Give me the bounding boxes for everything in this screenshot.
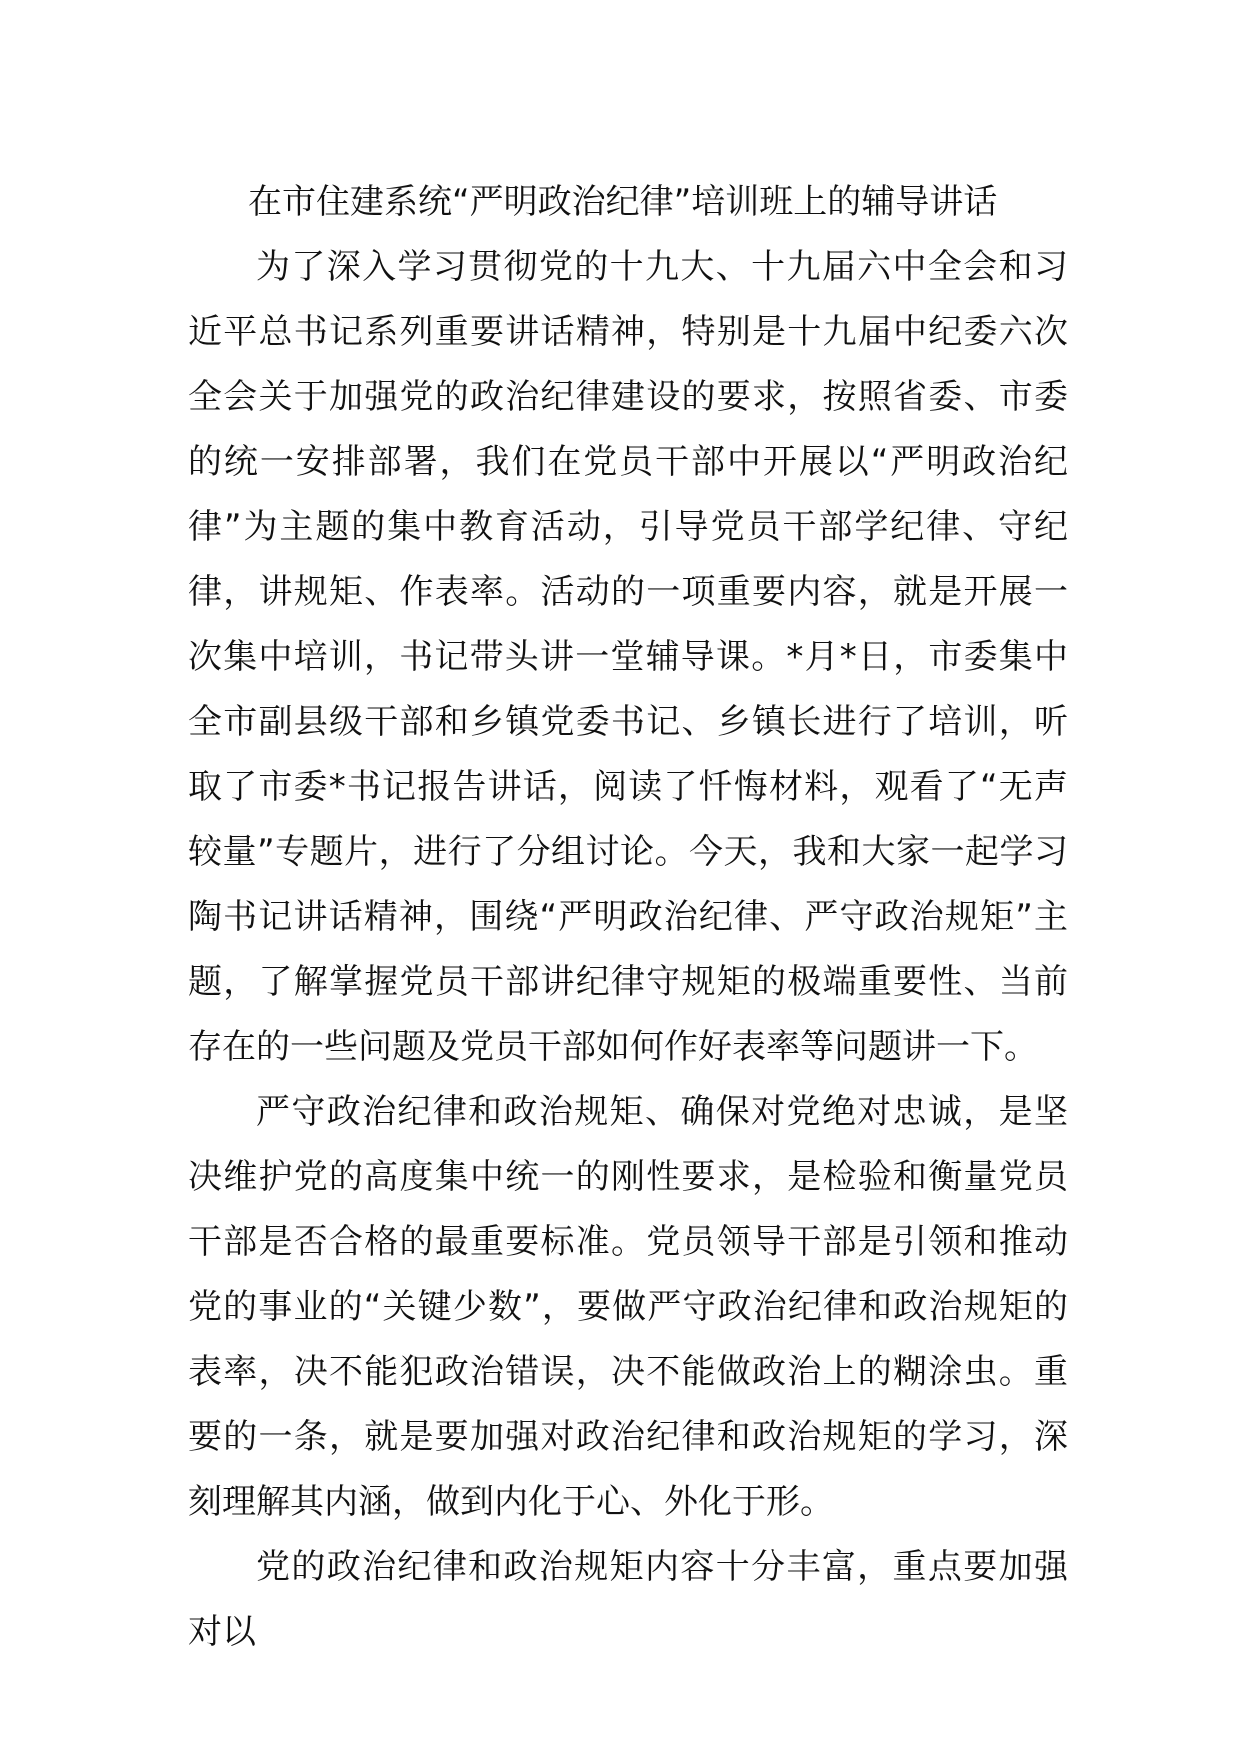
- document-title: 在市住建系统“严明政治纪律”培训班上的辅导讲话: [248, 182, 998, 222]
- paragraph-intro: 为了深入学习贯彻党的十九大、十九届六中全会和习近平总书记系列重要讲话精神，特别是十九届中纪委六次全会关于加强党的政治纪律建设的要求，按照省委、市委的统一安排部署，我们在党员干部中开展以“严明政治纪律”为主题的集中教育活动，引导党员干部学纪律、守纪律，讲规矩、作表率。活动的一项重要内容，就是开展一次集中培训，书记带头讲一堂辅导课。*月*日，市委集中全市副县级干部和乡镇党委书记、乡镇长进行了培训，听取了市委*书记报告讲话，阅读了忏悔材料，观看了“无声较量”专题片，进行了分组讨论。今天，我和大家一起学习陶书记讲话精神，围绕“严明政治纪律、严守政治规矩”主题，了解掌握党员干部讲纪律守规矩的极端重要性、当前存在的一些问题及党员干部如何作好表率等问题讲一下。: [188, 247, 1068, 1067]
- paragraph-content: 党的政治纪律和政治规矩内容十分丰富，重点要加强对以: [188, 1547, 1068, 1652]
- paragraph-discipline: 严守政治纪律和政治规矩、确保对党绝对忠诚，是坚决维护党的高度集中统一的刚性要求，是检验和衡量党员干部是否合格的最重要标准。党员领导干部是引领和推动党的事业的“关键少数”，要做严守政治纪律和政治规矩的表率，决不能犯政治错误，决不能做政治上的糊涂虫。重要的一条，就是要加强对政治纪律和政治规矩的学习，深刻理解其内涵，做到内化于心、外化于形。: [188, 1092, 1068, 1522]
- document-body: [188, 170, 1068, 1665]
